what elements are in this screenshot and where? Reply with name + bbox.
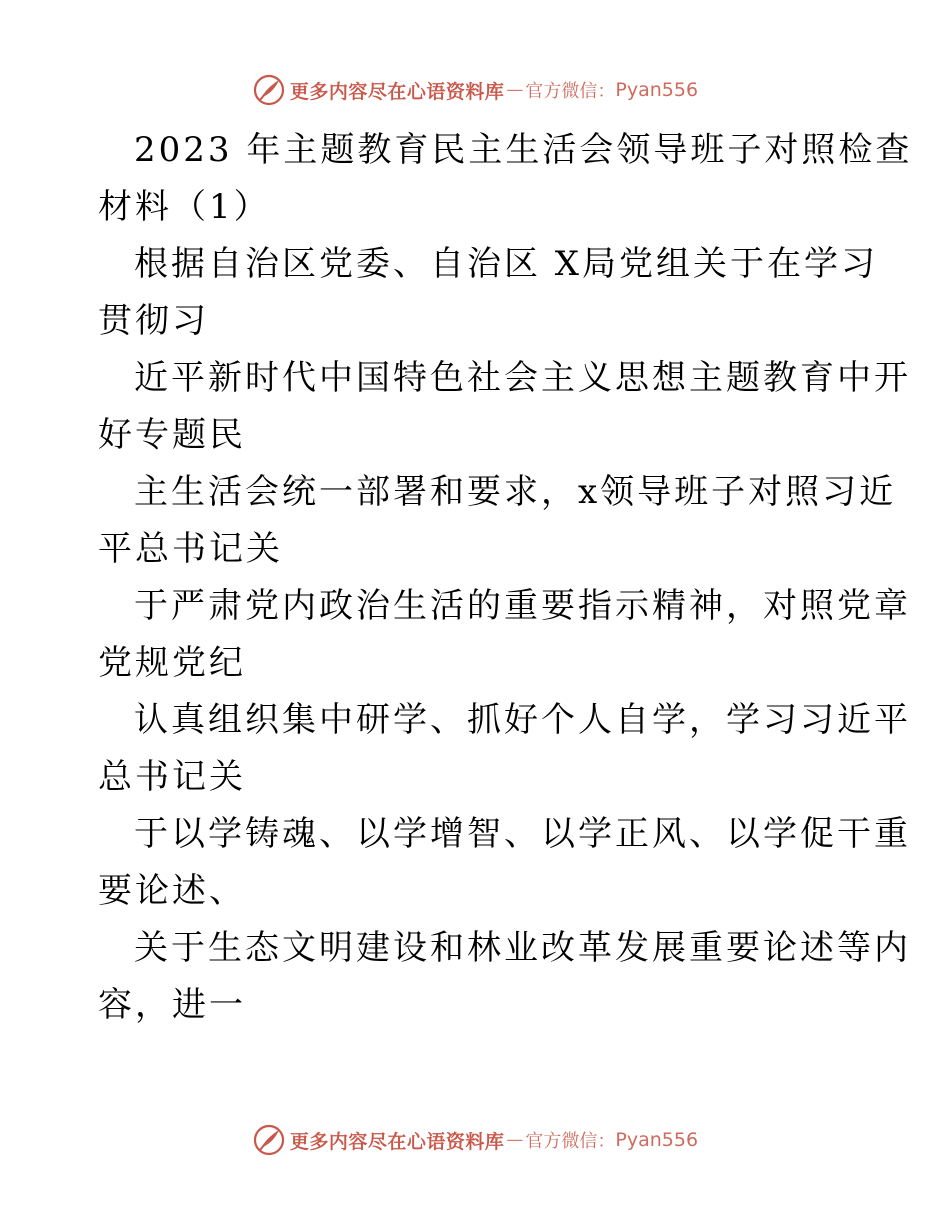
document-line: 近平新时代中国特色社会主义思想主题教育中开	[134, 358, 911, 398]
document-line: 认真组织集中研学、抓好个人自学，学习习近平	[134, 700, 911, 740]
document-line: 材料（1）	[98, 187, 271, 227]
document-line: 好专题民	[98, 415, 246, 455]
watermark-handle: Pyan556	[615, 79, 699, 101]
watermark-dash: —	[506, 1130, 524, 1150]
document-line: 平总书记关	[98, 529, 283, 569]
document-line: 于以学铸魂、以学增智、以学正风、以学促干重	[134, 814, 911, 854]
watermark-site-text: 更多内容尽在心语资料库	[289, 80, 505, 103]
document-line: 要论述、	[98, 871, 246, 911]
document-line: 总书记关	[98, 757, 246, 797]
document-line: 容，进一	[98, 985, 246, 1025]
quill-pen-logo-icon	[252, 1123, 286, 1157]
document-line: 主生活会统一部署和要求，x领导班子对照习近	[134, 472, 897, 512]
document-body	[98, 122, 913, 1034]
watermark-official-label: 官方微信：	[525, 1131, 616, 1152]
document-line: 于严肃党内政治生活的重要指示精神，对照党章	[134, 586, 911, 626]
document-line: 党规党纪	[98, 643, 246, 683]
watermark-dash: —	[506, 80, 524, 100]
watermark-site-text: 更多内容尽在心语资料库	[289, 1130, 505, 1153]
document-line: 贯彻习	[98, 301, 209, 341]
watermark-official-label: 官方微信：	[525, 81, 616, 102]
header-watermark	[0, 70, 950, 110]
watermark-handle: Pyan556	[615, 1129, 699, 1151]
document-line: 根据自治区党委、自治区 X局党组关于在学习	[134, 244, 879, 284]
document-line: 关于生态文明建设和林业改革发展重要论述等内	[134, 928, 911, 968]
document-line: 2023 年主题教育民主生活会领导班子对照检查	[134, 130, 913, 170]
footer-watermark	[0, 1120, 950, 1160]
quill-pen-logo-icon	[252, 73, 286, 107]
